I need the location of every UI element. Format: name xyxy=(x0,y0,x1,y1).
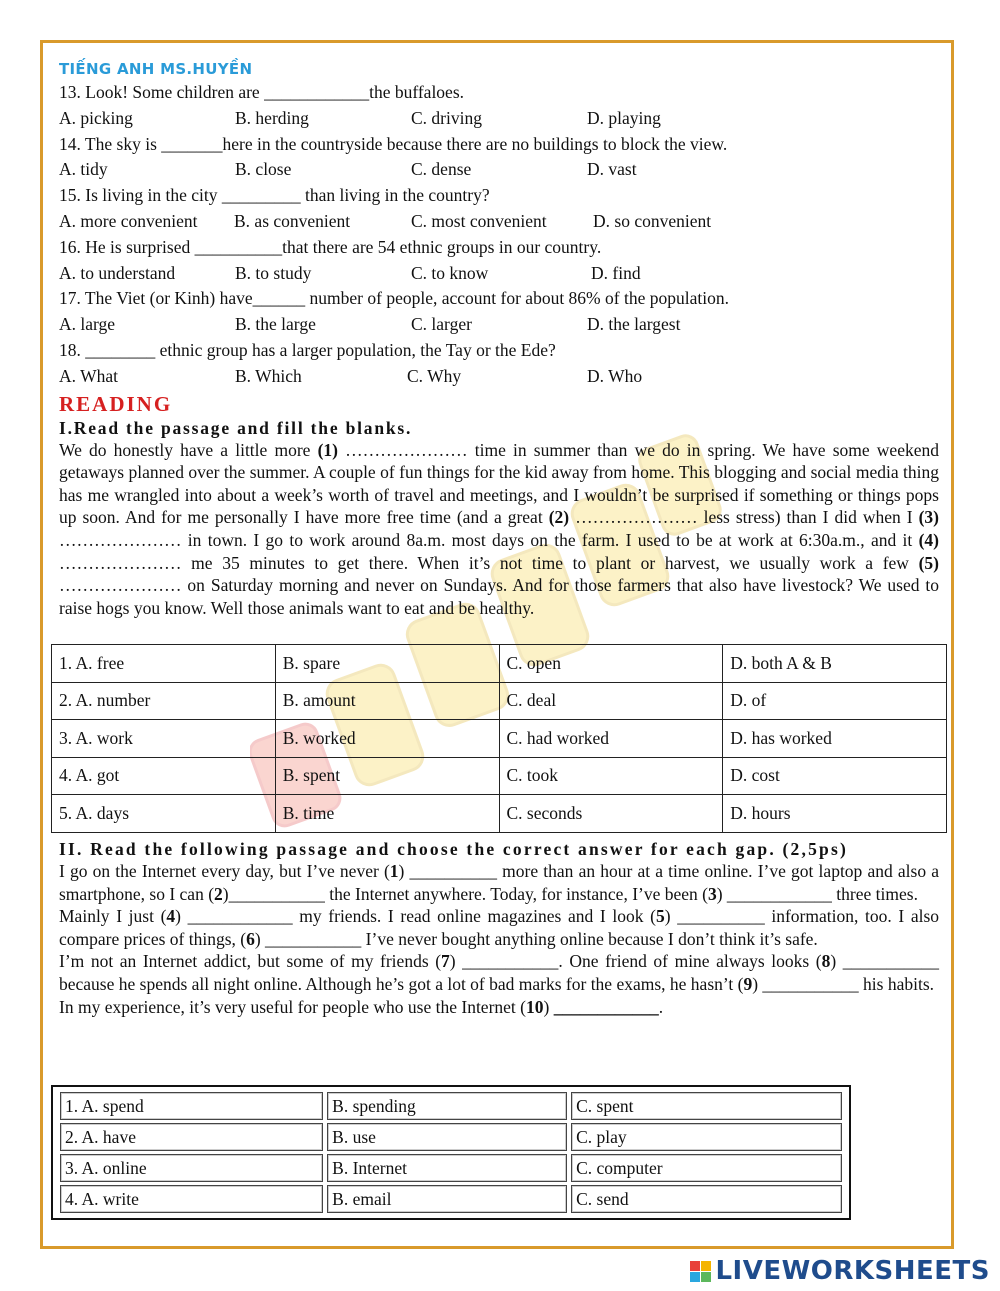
option-b[interactable]: B. close xyxy=(235,159,292,180)
section-2-paragraph-2: Mainly I just (4) ____________ my friends. I read online magazines and I look (5) __________ information, too. I also compare prices of things, (6) ___________ I’ve never bought anything online because I don’t think it’s safe. xyxy=(59,906,940,949)
answer-cell[interactable]: 1. A. free xyxy=(52,645,276,683)
question-text: 14. The sky is _______here in the countryside because there are no buildings to block the view. xyxy=(59,133,728,154)
option-c[interactable]: C. larger xyxy=(411,314,472,335)
answer-cell[interactable]: B. time xyxy=(275,795,499,833)
question-13 xyxy=(59,80,939,132)
answer-cell[interactable]: C. had worked xyxy=(499,720,723,758)
option-a[interactable]: A. large xyxy=(59,314,116,335)
section-2-paragraph-3: I’m not an Internet addict, but some of my friends (7) ___________. One friend of mine always looks (8) ___________ because he spends all night online. Although he’s got a lot of bad marks for the exams, he hasn’t (9) ___________ his habits. xyxy=(59,951,940,994)
answer-cell[interactable]: B. worked xyxy=(275,720,499,758)
answer-cell[interactable]: 2. A. number xyxy=(52,682,276,720)
answer-cell[interactable]: 3. A. work xyxy=(52,720,276,758)
answer-cell[interactable]: B. email xyxy=(327,1185,567,1213)
question-text: 16. He is surprised __________that there are 54 ethnic groups in our country. xyxy=(59,236,602,257)
option-d[interactable]: D. playing xyxy=(587,107,661,128)
option-b[interactable]: B. to study xyxy=(235,262,312,283)
question-text: 13. Look! Some children are ____________the buffaloes. xyxy=(59,82,465,102)
reading-heading: READING xyxy=(59,391,173,416)
section-1-passage: We do honestly have a little more (1) ………………… time in summer than we do in spring. We have some weekend getaways planned over the summer. A couple of fun things for the kid away from home. This blogging and social media thing has me wrangled into about a week’s worth of travel and meetings, and I wouldn’t be surprised if something or things pops up soon. And for me personally I have more free time (and a great (2) ………………… less stress) than I did when I (3) ………………… in town. I go to work around 8a.m. most days on the farm. I used to be at work at 6:30a.m., and it (4) ………………… me 35 minutes to get there. When it’s not time to plant or harvest, we usually work a few (5) ………………… on Saturday morning and never on Sundays. And for those farmers that also have livestock? We used to raise hogs you know. Well those animals want to eat and be healthy. xyxy=(59,439,939,618)
question-15 xyxy=(59,183,939,235)
section-2-answer-table-frame xyxy=(51,1085,851,1220)
section-2-paragraph-1: I go on the Internet every day, but I’ve never (1) __________ more than an hour at a time online. I’ve got laptop and also a smartphone, so I can (2)___________ the Internet anywhere. Today, for instance, I’ve been (3) ____________ three times. xyxy=(59,861,939,904)
answer-cell[interactable]: C. open xyxy=(499,645,723,683)
option-a[interactable]: A. tidy xyxy=(59,159,108,180)
answer-cell[interactable]: B. spare xyxy=(275,645,499,683)
question-18 xyxy=(59,338,939,390)
answer-cell[interactable]: D. hours xyxy=(723,795,947,833)
answer-cell[interactable]: 5. A. days xyxy=(52,795,276,833)
answer-cell[interactable]: C. deal xyxy=(499,682,723,720)
answer-cell[interactable]: D. of xyxy=(723,682,947,720)
table-row xyxy=(52,682,947,720)
option-b[interactable]: B. herding xyxy=(235,107,309,128)
option-c[interactable]: C. dense xyxy=(411,159,472,180)
answer-cell[interactable]: D. cost xyxy=(723,757,947,795)
answer-cell[interactable]: 4. A. write xyxy=(60,1185,323,1213)
option-a[interactable]: A. What xyxy=(59,365,118,386)
option-b[interactable]: B. the large xyxy=(235,314,316,335)
option-a[interactable]: A. to understand xyxy=(59,262,176,283)
question-16 xyxy=(59,235,939,287)
answer-cell[interactable]: 4. A. got xyxy=(52,757,276,795)
worksheet-content xyxy=(59,58,939,619)
section-2-paragraph-4: In my experience, it’s very useful for people who use the Internet (10) ____________. xyxy=(59,996,664,1017)
option-a[interactable]: A. more convenient xyxy=(59,210,198,231)
option-d[interactable]: D. Who xyxy=(587,365,643,386)
option-b[interactable]: B. Which xyxy=(235,365,302,386)
section-2 xyxy=(59,838,939,1018)
answer-cell[interactable]: B. use xyxy=(327,1123,567,1151)
question-14 xyxy=(59,132,939,184)
answer-cell[interactable]: C. took xyxy=(499,757,723,795)
answer-cell[interactable]: 3. A. online xyxy=(60,1154,323,1182)
answer-cell[interactable]: D. has worked xyxy=(723,720,947,758)
answer-cell[interactable]: C. send xyxy=(571,1185,842,1213)
table-row xyxy=(60,1185,842,1213)
answer-cell[interactable]: B. amount xyxy=(275,682,499,720)
option-d[interactable]: D. find xyxy=(591,262,641,283)
table-row xyxy=(52,645,947,683)
answer-cell[interactable]: C. spent xyxy=(571,1092,842,1120)
option-b[interactable]: B. as convenient xyxy=(234,210,351,231)
question-text: 18. ________ ethnic group has a larger population, the Tay or the Ede? xyxy=(59,339,556,360)
option-d[interactable]: D. so convenient xyxy=(593,210,712,231)
table-row xyxy=(60,1154,842,1182)
answer-cell[interactable]: C. computer xyxy=(571,1154,842,1182)
table-row xyxy=(60,1123,842,1151)
liveworksheets-logo-icon xyxy=(690,1261,711,1282)
table-row xyxy=(52,720,947,758)
answer-cell[interactable]: C. play xyxy=(571,1123,842,1151)
section-2-answer-table xyxy=(56,1089,846,1216)
section-1-title: I.Read the passage and fill the blanks. xyxy=(59,417,413,438)
option-c[interactable]: C. most convenient xyxy=(411,210,547,231)
answer-cell[interactable]: B. spent xyxy=(275,757,499,795)
option-c[interactable]: C. Why xyxy=(407,365,462,386)
answer-cell[interactable]: 1. A. spend xyxy=(60,1092,323,1120)
table-row xyxy=(52,795,947,833)
liveworksheets-footer[interactable] xyxy=(690,1256,990,1286)
question-text: 17. The Viet (or Kinh) have______ number of people, account for about 86% of the population. xyxy=(59,288,729,309)
question-text: 15. Is living in the city _________ than living in the country? xyxy=(59,185,490,206)
section-2-title: II. Read the following passage and choose the correct answer for each gap. (2,5ps) xyxy=(59,839,848,859)
answer-cell[interactable]: C. seconds xyxy=(499,795,723,833)
table-row xyxy=(60,1092,842,1120)
answer-cell[interactable]: D. both A & B xyxy=(723,645,947,683)
table-row xyxy=(52,757,947,795)
section-1-answer-table xyxy=(51,644,947,833)
teacher-header: TIẾNG ANH MS.HUYỀN xyxy=(59,60,253,78)
answer-cell[interactable]: B. Internet xyxy=(327,1154,567,1182)
option-c[interactable]: C. driving xyxy=(411,107,482,128)
question-17 xyxy=(59,286,939,338)
answer-cell[interactable]: B. spending xyxy=(327,1092,567,1120)
answer-cell[interactable]: 2. A. have xyxy=(60,1123,323,1151)
option-d[interactable]: D. vast xyxy=(587,159,637,180)
option-a[interactable]: A. picking xyxy=(59,107,133,128)
brand-name: LIVEWORKSHEETS xyxy=(715,1256,990,1286)
option-d[interactable]: D. the largest xyxy=(587,314,681,335)
option-c[interactable]: C. to know xyxy=(411,262,489,283)
